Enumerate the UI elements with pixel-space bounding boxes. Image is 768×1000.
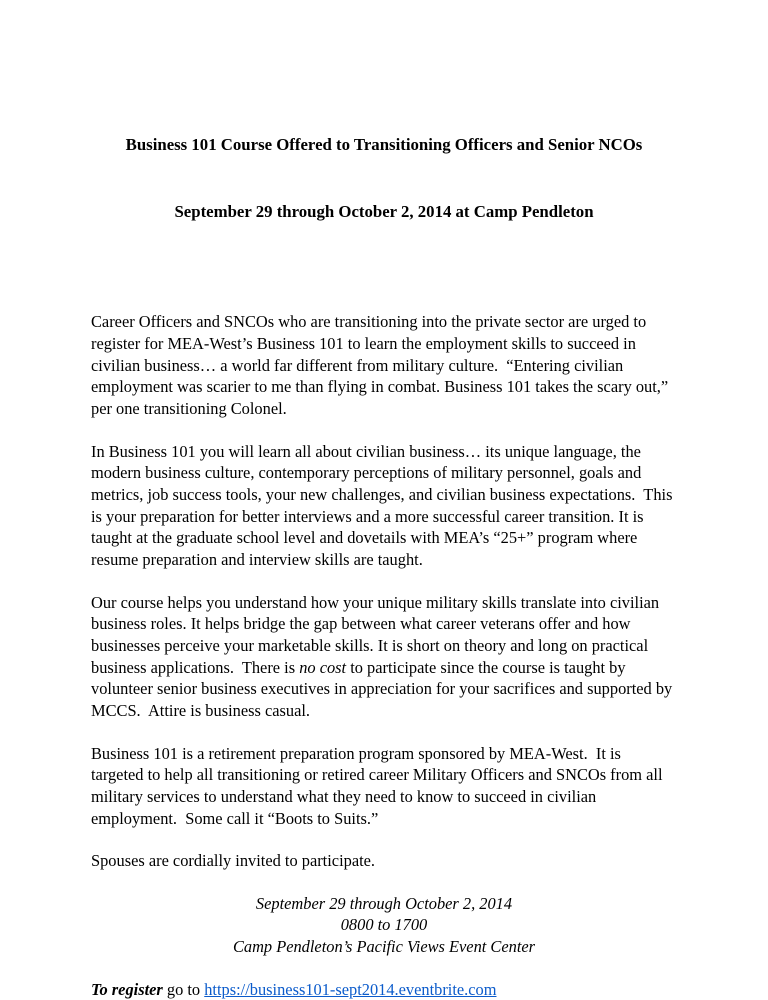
paragraph-course-value bbox=[91, 592, 677, 722]
event-location: Camp Pendleton’s Pacific Views Event Center bbox=[232, 937, 536, 957]
paragraph-course-value-text2: to participate since the course is taught by volunteer senior business executives in appreciation for your sacrifices and supported by MCCS. Attire is business casual. bbox=[91, 657, 677, 720]
document-title-line1: Business 101 Course Offered to Transitioning Officers and Senior NCOs bbox=[125, 135, 643, 155]
registration-link[interactable]: https://business101-sept2014.eventbrite.com bbox=[204, 979, 497, 999]
paragraph-intro: Career Officers and SNCOs who are transitioning into the private sector are urged to register for MEA-West’s Business 101 to learn the employment skills to succeed in civilian business… a world far different from military culture. “Entering civilian employment was scarier to me than flying in combat. Business 101 takes the scary out,” per one transitioning Colonel. bbox=[91, 312, 673, 418]
event-dates: September 29 through October 2, 2014 bbox=[255, 893, 513, 913]
event-details bbox=[91, 893, 677, 958]
paragraph-curriculum: In Business 101 you will learn all about civilian business… its unique language, the modern business culture, contemporary perceptions of military personnel, goals and metrics, job success tools, your new challenges, and civilian business expectations. This is your preparation for better interviews and a more successful career transition. It is taught at the graduate school level and dovetails with MEA’s “25+” program where resume preparation and interview skills are taught. bbox=[91, 441, 677, 569]
event-hours: 0800 to 1700 bbox=[340, 915, 428, 935]
paragraph-course-value-text1: Our course helps you understand how your unique military skills translate into civilian business roles. It helps bridge the gap between what career veterans offer and how businesses perceive your marketable skills. It is short on theory and long on practical business applications. There is bbox=[91, 592, 664, 677]
register-line bbox=[91, 979, 677, 1000]
register-label: To register bbox=[91, 979, 163, 999]
paragraph-program-description: Business 101 is a retirement preparation program sponsored by MEA-West. It is targeted to help all transitioning or retired career Military Officers and SNCOs from all military services to understand what they need to know to succeed in civilian employment. Some call it “Boots to Suits.” bbox=[91, 743, 667, 828]
register-middle-text: go to bbox=[162, 979, 205, 999]
paragraph-spouses: Spouses are cordially invited to participate. bbox=[91, 851, 376, 871]
document-title-line2: September 29 through October 2, 2014 at Camp Pendleton bbox=[174, 201, 594, 221]
no-cost-emphasis: no cost bbox=[299, 657, 347, 677]
document-title bbox=[91, 90, 677, 267]
